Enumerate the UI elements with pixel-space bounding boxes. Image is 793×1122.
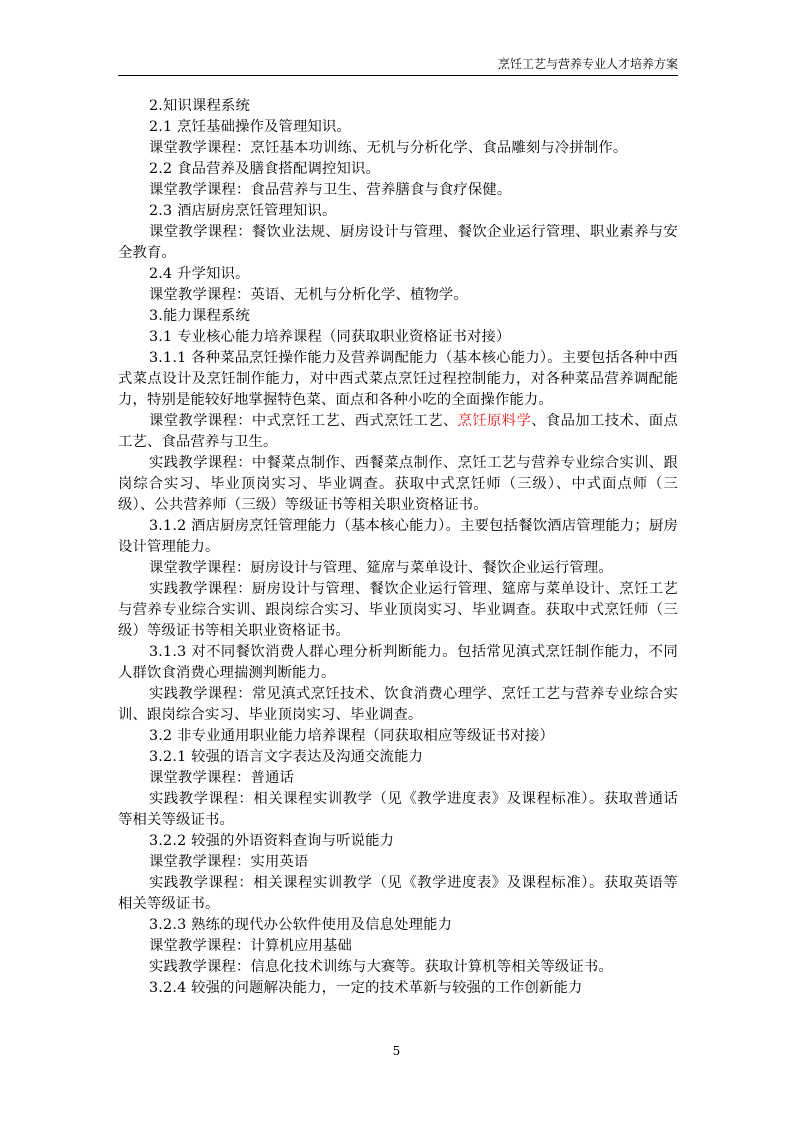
paragraph: 3.2.4 较强的问题解决能力，一定的技术革新与较强的工作创新能力 [149,980,583,996]
paragraph: 2.2 食品营养及膳食搭配调控知识。 [149,161,381,177]
page-number: 5 [392,1044,401,1058]
paragraph: 2.1 烹饪基础操作及管理知识。 [149,119,352,135]
paragraph: 2.4 升学知识。 [149,266,250,282]
paragraph: 实践教学课程：相关课程实训教学（见《教学进度表》及课程标准）。获取英语等相关等级证书。 [118,875,678,912]
paragraph: 2.知识课程系统 [149,98,251,114]
paragraph: 3.2 非专业通用职业能力培养课程（同获取相应等级证书对接） [149,728,554,744]
paragraph: 2.3 酒店厨房烹饪管理知识。 [149,203,337,219]
paragraph: 课堂教学课程：厨房设计与管理、筵席与菜单设计、餐饮企业运行管理。 [149,560,613,576]
text-segment: 、食品加工技术、面点工艺、食品营养与卫生。 [118,413,678,450]
paragraph: 实践教学课程：厨房设计与管理、餐饮企业运行管理、筵席与菜单设计、烹饪工艺与营养专业综合实训、跟岗综合实习、毕业顶岗实习、毕业调查。获取中式烹饪师（三级）等级证书等相关职业资格证书。 [118,581,678,639]
highlighted-text: 烹饪原料学 [457,413,532,429]
paragraph: 3.2.2 较强的外语资料查询与听说能力 [149,833,395,849]
paragraph: 课堂教学课程：普通话 [149,770,294,786]
text-segment: 课堂教学课程：中式烹饪工艺、西式烹饪工艺、 [149,413,458,429]
header-rule [118,75,678,76]
paragraph: 3.1.3 对不同餐饮消费人群心理分析判断能力。包括常见滇式烹饪制作能力，不同人群饮食消费心理揣测判断能力。 [118,644,678,681]
paragraph: 3.2.3 熟练的现代办公软件使用及信息处理能力 [149,917,453,933]
paragraph: 课堂教学课程：计算机应用基础 [149,938,352,954]
paragraph: 实践教学课程：信息化技术训练与大赛等。获取计算机等相关等级证书。 [149,959,613,975]
paragraph: 实践教学课程：中餐菜点制作、西餐菜点制作、烹饪工艺与营养专业综合实训、跟岗综合实习、毕业顶岗实习、毕业调查。获取中式烹饪师（三级）、中式面点师（三级）、公共营养师（三级）等级证书等相关职业资格证书。 [118,455,678,513]
paragraph: 实践教学课程：常见滇式烹饪技术、饮食消费心理学、烹饪工艺与营养专业综合实训、跟岗综合实习、毕业顶岗实习、毕业调查。 [118,686,678,723]
running-header: 烹饪工艺与营养专业人才培养方案 [497,57,678,71]
document-body [118,96,678,999]
paragraph-with-highlight [118,411,678,453]
paragraph: 课堂教学课程：餐饮业法规、厨房设计与管理、餐饮企业运行管理、职业素养与安全教育。 [118,224,678,261]
paragraph: 课堂教学课程：食品营养与卫生、营养膳食与食疗保健。 [149,182,512,198]
paragraph: 实践教学课程：相关课程实训教学（见《教学进度表》及课程标准）。获取普通话等相关等级证书。 [118,791,678,828]
paragraph: 3.1.2 酒店厨房烹饪管理能力（基本核心能力）。主要包括餐饮酒店管理能力；厨房设计管理能力。 [118,518,678,555]
paragraph: 3.1.1 各种菜品烹饪操作能力及营养调配能力（基本核心能力）。主要包括各种中西式菜点设计及烹饪制作能力，对中西式菜点烹饪过程控制能力，对各种菜品营养调配能力，特别是能较好地掌握特色菜、面点和各种小吃的全面操作能力。 [118,350,678,408]
paragraph: 课堂教学课程：英语、无机与分析化学、植物学。 [149,287,468,303]
paragraph: 课堂教学课程：实用英语 [149,854,309,870]
paragraph: 课堂教学课程：烹饪基本功训练、无机与分析化学、食品雕刻与冷拼制作。 [149,140,628,156]
paragraph: 3.2.1 较强的语言文字表达及沟通交流能力 [149,749,424,765]
paragraph: 3.能力课程系统 [149,308,251,324]
paragraph: 3.1 专业核心能力培养课程（同获取职业资格证书对接） [149,329,511,345]
